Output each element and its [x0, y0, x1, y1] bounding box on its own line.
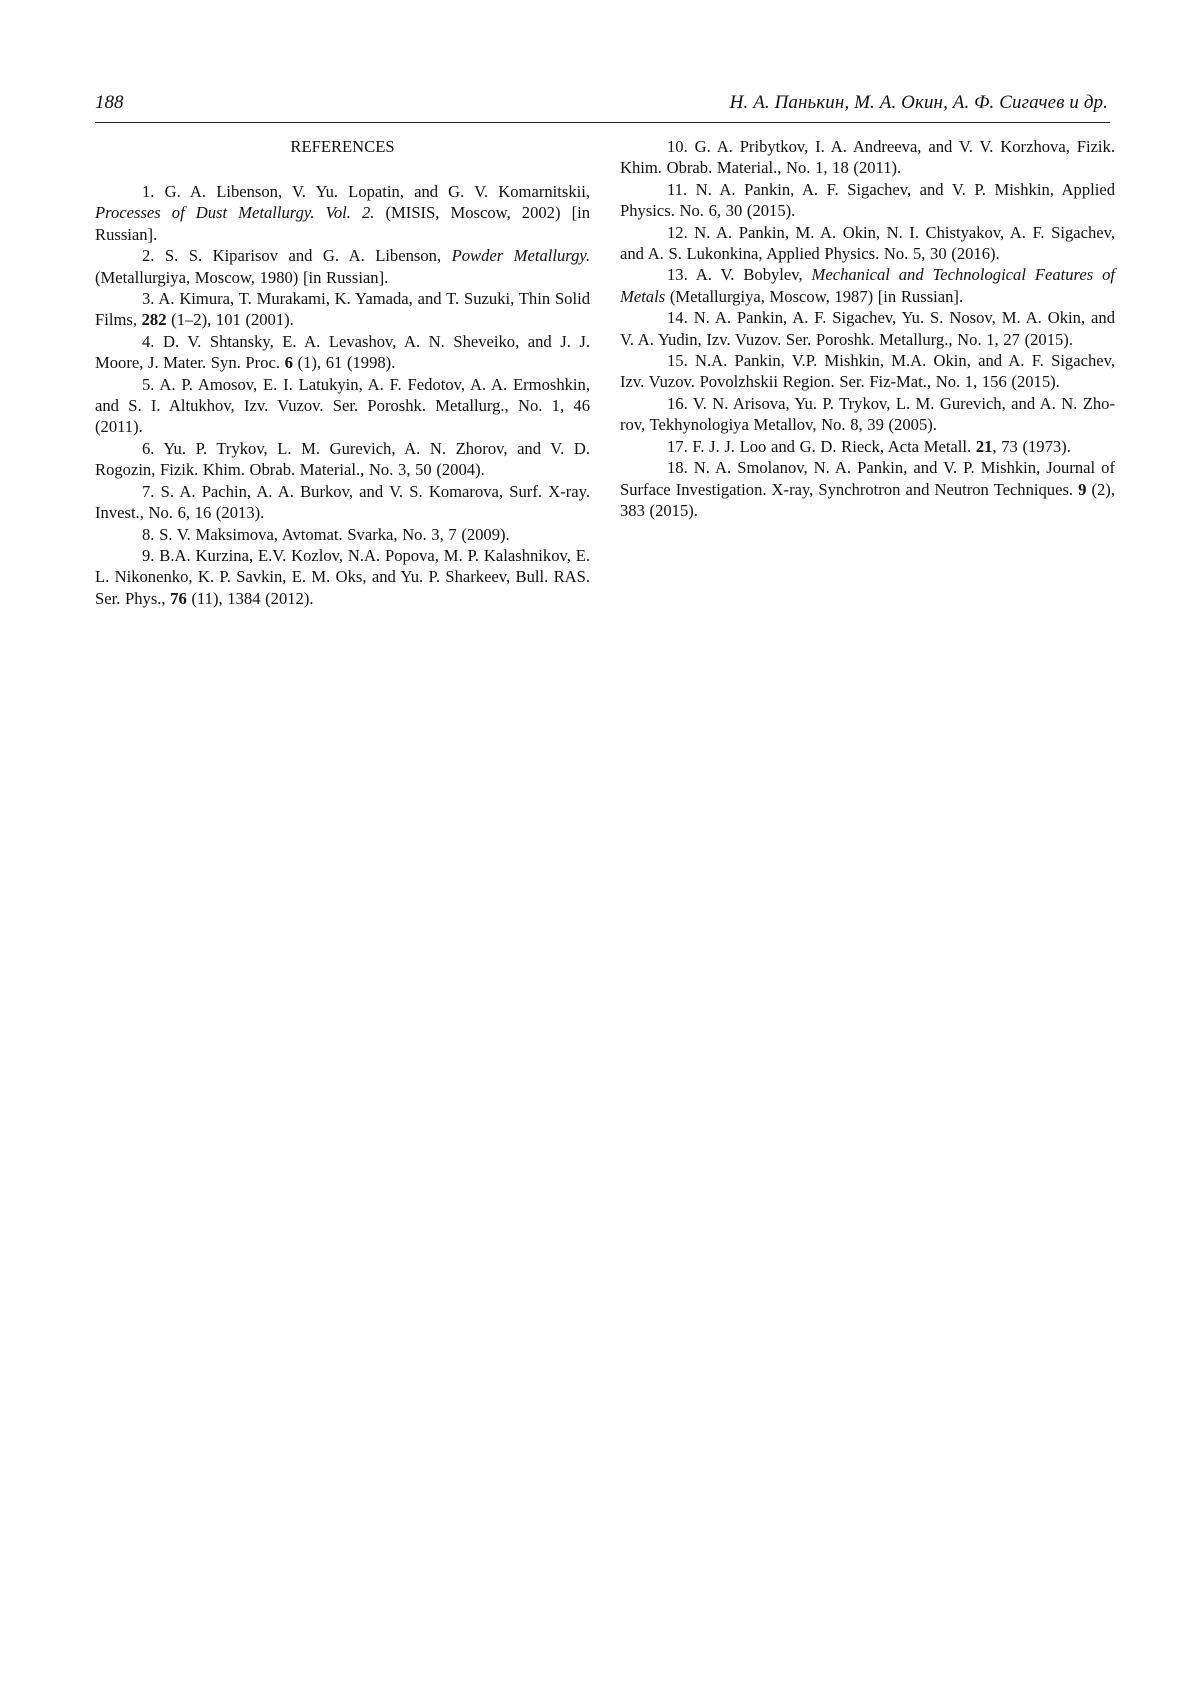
reference-item [95, 374, 590, 438]
reference-text: (MISIS, Moscow, 2002) [in Russian]. [95, 203, 591, 244]
reference-item [620, 222, 1115, 265]
right-column [620, 136, 1115, 521]
reference-text: Processes of Dust Metallurgy. Vol. 2. [95, 203, 375, 223]
reference-item [620, 393, 1115, 436]
reference-text: 11. N. A. Pankin, A. F. Sigachev, and V. P. Mishkin, Applied Physics. No. 6, 30 (2015). [620, 179, 1115, 221]
reference-item [620, 350, 1115, 393]
reference-text: Powder Metallurgy. [451, 246, 590, 266]
reference-text: (1), 61 (1998). [292, 353, 396, 373]
reference-text: (Metallurgiya, Moscow, 1987) [in Russian]. [665, 286, 964, 306]
running-title: Н. А. Панькин, М. А. Окин, А. Ф. Сигачев и др. [729, 92, 1108, 113]
reference-item [95, 245, 590, 288]
reference-list-right [620, 136, 1115, 521]
reference-item [95, 438, 590, 481]
reference-text: 76 [170, 588, 187, 608]
running-head [95, 92, 1110, 123]
reference-item [95, 181, 590, 245]
reference-text: 18. N. A. Smolanov, N. A. Pankin, and V. P. Mishkin, Journal of Surface Investigation. X-ray, Synchrotron and Neutron Techniques. [620, 458, 1115, 499]
reference-text: 13. A. V. Bobylev, [667, 265, 812, 285]
reference-item [620, 179, 1115, 222]
references-heading: REFERENCES [290, 137, 395, 156]
page-number: 188 [95, 92, 124, 113]
reference-text: 9 [1078, 479, 1087, 499]
reference-text: 2. S. S. Kiparisov and G. A. Libenson, [142, 246, 452, 266]
reference-item [620, 307, 1115, 350]
reference-item [620, 136, 1115, 179]
reference-text: 15. N.A. Pankin, V.P. Mishkin, M.A. Okin, and A. F. Sigachev, Izv. Vuzov. Povolzhskii Region. Ser. Fiz-Mat., No. 1, 156 (2015). [620, 351, 1115, 392]
reference-text: 14. N. A. Pankin, A. F. Sigachev, Yu. S. Nosov, M. A. Okin, and V. A. Yudin, Izv. Vuzov. Ser. Poroshk. Metallurg., No. 1, 27 (2015). [620, 308, 1115, 349]
reference-text: , 73 (1973). [992, 436, 1071, 456]
reference-text: (11), 1384 (2012). [186, 588, 314, 608]
reference-text: 9. B.A. Kurzina, E.V. Kozlov, N.A. Popova, M. P. Kalashnikov, E. L. Nikonenko, K. P. Savkin, E. M. Oks, and Yu. P. Sharkeev, Bull. RAS. Ser. Phys., [95, 545, 590, 608]
reference-text: 3. A. Kimura, T. Murakami, K. Yamada, and T. Suzuki, Thin Solid Films, [95, 289, 590, 330]
reference-text: Mechanical and Technological Features of Metals [620, 265, 1116, 306]
reference-text: 4. D. V. Shtansky, E. A. Levashov, A. N. Sheveiko, and J. J. Moore, J. Mater. Syn. Proc. [95, 331, 590, 373]
reference-text: 8. S. V. Maksimova, Avtomat. Svarka, No. 3, 7 (2009). [142, 524, 510, 544]
reference-item [95, 545, 590, 609]
reference-item [95, 288, 590, 331]
reference-text: 6 [284, 353, 293, 373]
left-column [95, 136, 590, 609]
reference-text: 12. N. A. Pankin, M. A. Okin, N. I. Chistyakov, A. F. Sigachev, and A. S. Lukonkina, Applied Physics. No. 5, 30 (2016). [620, 222, 1115, 264]
reference-list-left [95, 181, 590, 609]
reference-text: 7. S. A. Pachin, A. A. Burkov, and V. S. Komarova, Surf. X-ray. Invest., No. 6, 16 (2013). [95, 481, 590, 523]
reference-text: (Metallurgiya, Moscow, 1980) [in Russian]. [95, 267, 389, 287]
reference-text: 16. V. N. Arisova, Yu. P. Trykov, L. M. Gurevich, and A. N. Zho-rov, Tekhynologiya Metallov, No. 8, 39 (2005). [620, 393, 1115, 435]
reference-text: 17. F. J. J. Loo and G. D. Rieck, Acta Metall. [667, 436, 976, 456]
reference-text: 6. Yu. P. Trykov, L. M. Gurevich, A. N. Zhorov, and V. D. Rogozin, Fizik. Khim. Obrab. Material., No. 3, 50 (2004). [95, 438, 590, 480]
reference-text: (1–2), 101 (2001). [166, 310, 294, 330]
reference-text: 282 [141, 310, 167, 330]
reference-item [620, 264, 1115, 307]
reference-item [95, 331, 590, 374]
reference-text: 5. A. P. Amosov, E. I. Latukyin, A. F. Fedotov, A. A. Ermoshkin, and S. I. Altukhov, Izv. Vuzov. Ser. Poroshk. Metallurg., No. 1, 46 (2011). [95, 374, 590, 437]
reference-item [95, 481, 590, 524]
reference-text: (2), 383 (2015). [620, 479, 1115, 520]
reference-text: 10. G. A. Pribytkov, I. A. Andreeva, and V. V. Korzhova, Fizik. Khim. Obrab. Material., No. 1, 18 (2011). [620, 137, 1115, 178]
reference-item [620, 436, 1115, 457]
reference-text: 1. G. A. Libenson, V. Yu. Lopatin, and G. V. Komarnitskii, [142, 182, 590, 201]
reference-item [95, 524, 590, 545]
reference-item [620, 457, 1115, 521]
reference-text: 21 [975, 436, 993, 456]
